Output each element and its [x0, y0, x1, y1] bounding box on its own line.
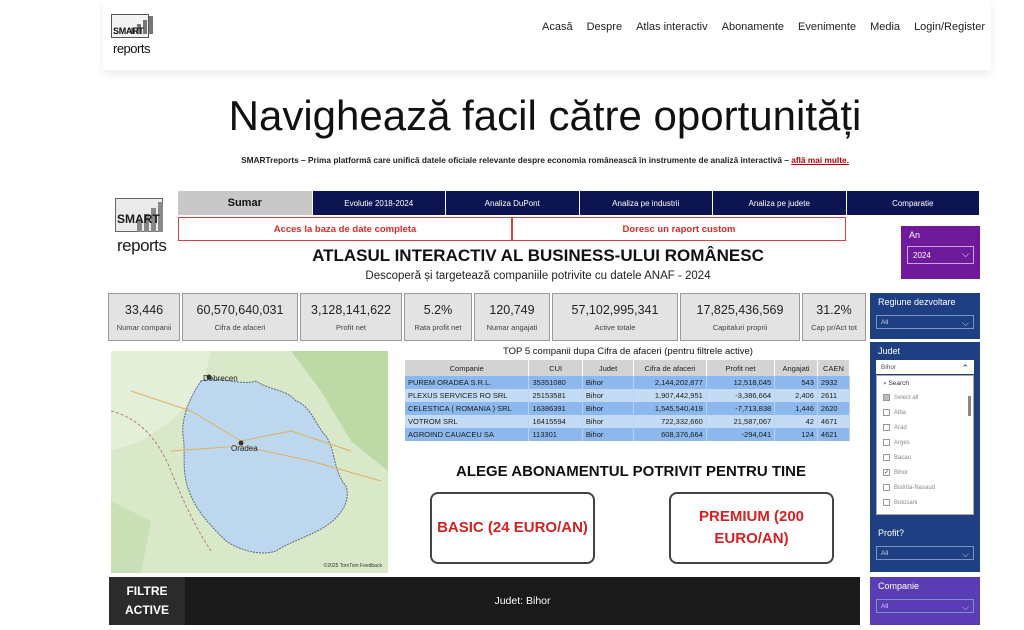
cell-cifra: 2,144,202,877 — [634, 376, 707, 389]
cell-profit: -294,041 — [706, 428, 774, 441]
nav-despre[interactable]: Despre — [586, 21, 623, 33]
cell-angajati: 124 — [775, 428, 818, 441]
checkbox-icon — [883, 409, 890, 416]
county-option-bacau[interactable] — [883, 454, 911, 461]
chevron-down-icon: ⌵ — [962, 549, 969, 559]
kpi-label: Rata profit net — [414, 322, 462, 332]
kpi-label: Cifra de afaceri — [214, 322, 266, 332]
tab-sumar[interactable]: Sumar — [178, 191, 312, 215]
region-select-value: All — [881, 319, 889, 326]
cell-judet: Bihor — [582, 402, 633, 415]
kpi-value: 5.2% — [423, 302, 453, 317]
cell-cifra: 608,376,664 — [634, 428, 707, 441]
kpi-value: 57,102,995,341 — [571, 302, 659, 317]
table-row[interactable] — [405, 376, 850, 389]
cell-judet: Bihor — [582, 389, 633, 402]
cell-cui: 16415594 — [529, 415, 582, 428]
site-logo[interactable] — [111, 12, 163, 58]
col-profit-net[interactable]: Profit net — [706, 360, 774, 376]
county-option-bistrita[interactable] — [883, 484, 935, 491]
year-select-value: 2024 — [913, 251, 931, 260]
cell-angajati: 543 — [775, 376, 818, 389]
top5-table — [405, 360, 850, 441]
option-label: Botosani — [894, 499, 918, 506]
cell-profit: -3,386,664 — [706, 389, 774, 402]
col-judet[interactable]: Judet — [582, 360, 633, 376]
map-city-debrecen: Debrecen — [203, 374, 238, 383]
table-row[interactable] — [405, 402, 850, 415]
kpi-profit-net — [300, 293, 402, 341]
logo-reports-text: reports — [113, 41, 150, 56]
company-filter-label: Companie — [878, 581, 920, 591]
hero-subtitle-text: SMARTreports – Prima platformă care unifică datele oficiale relevante despre economia românească în instrumente de analiză interactivă – — [241, 155, 789, 165]
profit-filter-label: Profit? — [878, 528, 905, 538]
county-map[interactable] — [111, 351, 388, 573]
option-label: Select all — [894, 394, 919, 401]
active-filters-label — [109, 577, 185, 625]
kpi-capitaluri-proprii — [680, 293, 800, 341]
region-select[interactable] — [876, 315, 974, 329]
col-angajati[interactable]: Angajati — [775, 360, 818, 376]
filtre-label-line1: FILTRE — [126, 584, 168, 598]
kpi-value: 17,825,436,569 — [696, 302, 784, 317]
cell-judet: Bihor — [582, 376, 633, 389]
year-filter-label: An — [909, 230, 921, 240]
option-label: Alba — [894, 409, 907, 416]
filtre-label-line2: ACTIVE — [124, 603, 169, 617]
table-row[interactable] — [405, 428, 850, 441]
search-icon: ⌕ — [883, 380, 887, 387]
county-option-arges[interactable] — [883, 439, 910, 446]
cell-angajati: 42 — [775, 415, 818, 428]
kpi-label: Profit net — [335, 322, 366, 332]
cell-cifra: 1,545,540,419 — [634, 402, 707, 415]
nav-abonamente[interactable]: Abonamente — [721, 21, 784, 33]
county-option-select-all[interactable] — [883, 394, 918, 401]
kpi-value: 120,749 — [489, 302, 535, 317]
cell-caen: 2611 — [817, 389, 849, 402]
logo-smart-text: SMART — [113, 26, 144, 36]
cell-caen: 2620 — [817, 402, 849, 415]
cell-companie: VOTROM SRL — [405, 415, 529, 428]
kpi-cap-pr-act — [802, 293, 866, 341]
cell-cifra: 722,332,660 — [634, 415, 707, 428]
kpi-label: Capitaluri proprii — [712, 322, 768, 332]
county-filter-label: Judet — [878, 346, 901, 356]
chevron-up-icon: ⌃ — [961, 363, 969, 373]
county-option-botosani[interactable] — [883, 499, 917, 506]
option-label: Bacau — [894, 454, 912, 461]
map-credit: ©2025 TomTom Feedback — [323, 563, 382, 569]
atlas-title: ATLASUL INTERACTIV AL BUSINESS-ULUI ROMÂNESC — [312, 246, 764, 265]
year-select[interactable] — [907, 246, 974, 264]
tab-evolutie[interactable]: Evolutie 2018-2024 — [312, 191, 446, 215]
col-cui[interactable]: CUI — [529, 360, 582, 376]
company-select-value: All — [881, 603, 889, 610]
kpi-value: 60,570,640,031 — [196, 302, 284, 317]
checkbox-icon — [883, 454, 890, 461]
col-companie[interactable]: Companie — [405, 360, 529, 376]
cell-companie: CELESTICA ( ROMANIA ) SRL — [405, 402, 529, 415]
county-filter — [870, 342, 980, 552]
table-row[interactable] — [405, 415, 850, 428]
checkbox-icon — [883, 484, 890, 491]
checkbox-icon — [883, 439, 890, 446]
county-search-placeholder: Search — [888, 380, 910, 387]
hero-learn-more-link[interactable]: află mai multe. — [791, 155, 849, 165]
profit-filter — [870, 524, 980, 572]
cell-judet: Bihor — [582, 428, 633, 441]
active-filters-value: Judet: Bihor — [494, 595, 551, 607]
atlas-subtitle: Descoperă și targetează companiile potrivite cu datele ANAF - 2024 — [365, 270, 711, 282]
cell-cui: 25153581 — [529, 389, 582, 402]
county-select[interactable] — [876, 360, 974, 374]
dashboard-logo — [113, 194, 175, 254]
cell-companie: AGROIND CAUACEU SA — [405, 428, 529, 441]
kpi-value: 3,128,141,622 — [311, 302, 391, 317]
basic-plan-button[interactable]: BASIC (24 EURO/AN) — [430, 492, 595, 564]
option-label: Arges — [894, 439, 910, 446]
hero-title: Navighează facil către oportunități — [228, 92, 862, 139]
hero-subtitle — [0, 155, 1024, 165]
col-cifra-afaceri[interactable]: Cifra de afaceri — [634, 360, 707, 376]
nav-acasa[interactable]: Acasă — [542, 21, 573, 33]
county-search-input[interactable] — [883, 380, 909, 388]
cell-judet: Bihor — [582, 415, 633, 428]
table-row[interactable] — [405, 389, 850, 402]
tab-analiza-dupont[interactable]: Analiza DuPont — [445, 191, 579, 215]
county-select-value: Bihor — [881, 364, 897, 371]
custom-report-button[interactable]: Doresc un raport custom — [512, 217, 846, 241]
top5-title: TOP 5 companii dupa Cifra de afaceri (pentru filtrele active) — [503, 346, 753, 357]
cell-cifra: 1,907,442,951 — [634, 389, 707, 402]
cell-angajati: 2,406 — [775, 389, 818, 402]
option-label: Bistrita-Nasaud — [894, 484, 936, 491]
map-city-oradea: Oradea — [231, 444, 258, 453]
option-label: Arad — [894, 424, 907, 431]
checkbox-icon — [883, 499, 890, 506]
active-filters-bar — [109, 577, 860, 625]
kpi-value: 33,446 — [124, 302, 164, 317]
tab-comparatie[interactable]: Comparatie — [846, 191, 980, 215]
map-svg — [111, 351, 388, 573]
cell-companie: PUREM ORADEA S.R.L. — [405, 376, 529, 389]
county-option-arad[interactable] — [883, 424, 907, 431]
dashboard-logo-smart: SMART — [117, 212, 160, 226]
tab-analiza-judete[interactable]: Analiza pe judete — [712, 191, 846, 215]
county-dropdown-list — [876, 375, 974, 515]
dashboard-action-links — [178, 217, 846, 241]
dashboard — [103, 186, 983, 626]
kpi-numar-angajati — [474, 293, 550, 341]
dashboard-logo-reports: reports — [117, 236, 167, 255]
cell-caen: 2932 — [817, 376, 849, 389]
cell-profit: 21,587,067 — [706, 415, 774, 428]
nav-atlas-interactiv[interactable]: Atlas interactiv — [636, 21, 708, 33]
kpi-label: Numar companii — [116, 322, 172, 332]
kpi-value: 31.2% — [816, 302, 852, 317]
site-header — [103, 0, 991, 70]
cell-cui: 16386391 — [529, 402, 582, 415]
main-nav — [542, 21, 985, 33]
chevron-down-icon: ⌵ — [962, 318, 969, 328]
nav-login-register[interactable]: Login/Register — [914, 21, 985, 33]
cell-profit: -7,713,838 — [706, 402, 774, 415]
kpi-rata-profit — [404, 293, 472, 341]
kpi-label: Cap pr/Act tot — [811, 322, 857, 332]
table-header-row — [405, 360, 850, 376]
kpi-row — [108, 293, 866, 341]
kpi-numar-companii — [108, 293, 180, 341]
region-filter-label: Regiune dezvoltare — [878, 297, 956, 307]
cell-caen: 4621 — [817, 428, 849, 441]
nav-media[interactable]: Media — [870, 21, 901, 33]
database-access-button[interactable]: Acces la baza de date completa — [178, 217, 512, 241]
company-select[interactable] — [876, 599, 974, 613]
company-filter — [870, 577, 980, 625]
cell-cui: 113301 — [529, 428, 582, 441]
dropdown-scrollbar[interactable] — [968, 396, 971, 416]
nav-evenimente[interactable]: Evenimente — [798, 21, 857, 33]
cell-caen: 4671 — [817, 415, 849, 428]
checkbox-icon — [883, 394, 890, 401]
cell-angajati: 1,446 — [775, 402, 818, 415]
premium-plan-button[interactable]: PREMIUM (200 EURO/AN) — [669, 492, 834, 564]
kpi-active-totale — [552, 293, 678, 341]
county-option-bihor[interactable] — [883, 469, 908, 476]
profit-select[interactable] — [876, 546, 974, 560]
county-option-alba[interactable] — [883, 409, 906, 416]
year-filter — [901, 226, 980, 279]
checkbox-icon — [883, 424, 890, 431]
kpi-label: Active totale — [594, 322, 636, 332]
col-caen[interactable]: CAEN — [817, 360, 849, 376]
kpi-label: Numar angajati — [486, 322, 538, 332]
subscription-title: ALEGE ABONAMENTUL POTRIVIT PENTRU TINE — [455, 463, 806, 480]
kpi-cifra-afaceri — [182, 293, 298, 341]
region-filter — [870, 293, 980, 339]
option-label: Bihor — [894, 469, 909, 476]
dashboard-tabs — [178, 191, 979, 215]
chevron-down-icon: ⌵ — [962, 249, 969, 259]
cell-cui: 35351080 — [529, 376, 582, 389]
tab-analiza-industrii[interactable]: Analiza pe industrii — [579, 191, 713, 215]
profit-select-value: All — [881, 550, 889, 557]
cell-companie: PLEXUS SERVICES RO SRL — [405, 389, 529, 402]
cell-profit: 12,518,045 — [706, 376, 774, 389]
chevron-down-icon: ⌵ — [962, 602, 969, 612]
checkmark-icon: ✓ — [884, 470, 890, 476]
